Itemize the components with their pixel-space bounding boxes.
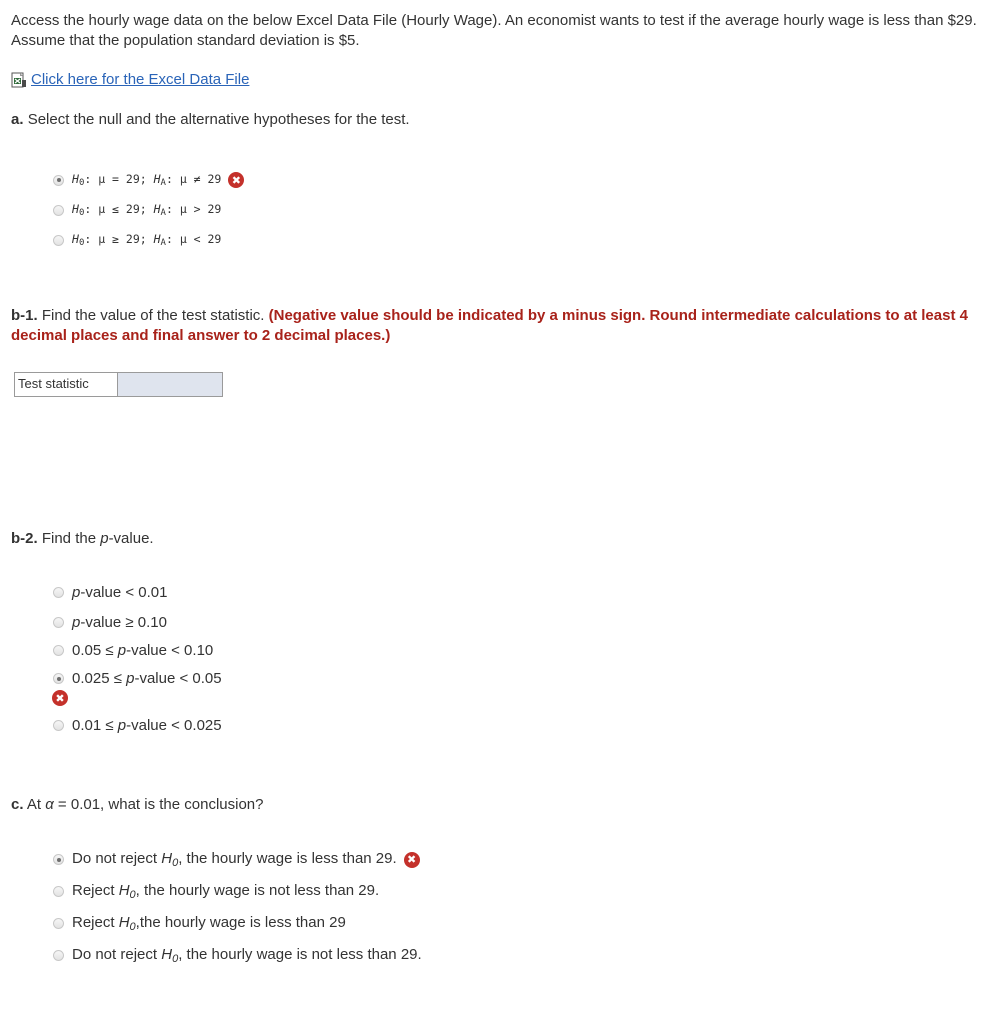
hypothesis-option-2[interactable] [53, 202, 221, 218]
radio-button[interactable] [53, 854, 64, 865]
test-statistic-label: Test statistic [15, 373, 118, 396]
part-b1-label: b-1. [11, 307, 38, 324]
hypothesis-label: $H_0$: μ = 29; $H_A$: μ ≠ 29 [72, 172, 222, 188]
radio-button[interactable] [53, 587, 64, 598]
conclusion-option-2[interactable] [53, 882, 379, 901]
conclusion-label: Reject $H_0,the$ hourly wage is less than 29 [72, 914, 346, 933]
radio-button[interactable] [53, 205, 64, 216]
incorrect-icon: ✖ [52, 690, 68, 706]
hypothesis-label: $H_0$: μ ≥ 29; $H_A$: μ < 29 [72, 232, 222, 248]
test-statistic-input[interactable] [118, 373, 222, 396]
part-a-text: Select the null and the alternative hypotheses for the test. [27, 111, 410, 128]
p-value-label: 0.01 ≤ p-value < 0.025 [72, 717, 222, 734]
hypothesis-label: $H_0$: μ ≤ 29; $H_A$: μ > 29 [72, 202, 222, 218]
part-b1-instruction: (Negative value should be indicated by a minus sign. Round intermediate calculations to at least 4 decimal places and final answer to 2 decimal places.) [11, 307, 968, 344]
test-statistic-row [14, 372, 223, 397]
incorrect-icon: ✖ [404, 852, 420, 868]
radio-button[interactable] [53, 617, 64, 628]
conclusion-label: Do not reject $H_0$, the hourly wage is not less than 29. [72, 946, 422, 965]
conclusion-option-1[interactable] [53, 850, 420, 869]
question-intro: Access the hourly wage data on the below Excel Data File (Hourly Wage). An economist wants to test if the average hourly wage is less than $29. Assume that the population standard deviation is $5. [11, 12, 977, 49]
p-value-option-4[interactable] [53, 670, 222, 687]
conclusion-label: Reject $H_0$, the hourly wage is not less than 29. [72, 882, 380, 901]
conclusion-label: Do not reject $H_0$, the hourly wage is less than 29. [72, 850, 397, 869]
p-value-label: p-value < 0.01 [72, 584, 168, 601]
part-a-question [11, 110, 410, 130]
p-value-option-3[interactable] [53, 642, 213, 659]
excel-file-icon [11, 72, 27, 88]
radio-button[interactable] [53, 673, 64, 684]
conclusion-option-3[interactable] [53, 914, 346, 933]
p-value-option-2[interactable] [53, 614, 167, 631]
radio-button[interactable] [53, 645, 64, 656]
radio-button[interactable] [53, 720, 64, 731]
part-a-label: a. [11, 111, 24, 128]
radio-button[interactable] [53, 235, 64, 246]
excel-data-file-link[interactable]: Click here for the Excel Data File [31, 71, 250, 88]
excel-link-row[interactable] [11, 71, 249, 88]
conclusion-option-4[interactable] [53, 946, 422, 965]
hypothesis-option-3[interactable] [53, 232, 221, 248]
radio-button[interactable] [53, 950, 64, 961]
p-value-label: 0.025 ≤ p-value < 0.05 [72, 670, 222, 687]
radio-button[interactable] [53, 886, 64, 897]
radio-button[interactable] [53, 175, 64, 186]
radio-button[interactable] [53, 918, 64, 929]
hypothesis-option-1[interactable] [53, 172, 244, 188]
part-c-question: c. At α = 0.01, what is the conclusion? [11, 796, 264, 813]
part-c-label: c. [11, 796, 24, 813]
part-b1-question [11, 306, 986, 346]
p-value-option-5[interactable] [53, 717, 222, 734]
incorrect-icon: ✖ [228, 172, 244, 188]
p-value-label: p-value ≥ 0.10 [72, 614, 167, 631]
part-b2-label: b-2. [11, 530, 38, 547]
p-value-label: 0.05 ≤ p-value < 0.10 [72, 642, 214, 659]
part-b1-text: Find the value of the test statistic. [41, 307, 265, 324]
part-b2-question: b-2. Find the p-value. [11, 530, 154, 547]
p-value-option-1[interactable] [53, 584, 168, 601]
